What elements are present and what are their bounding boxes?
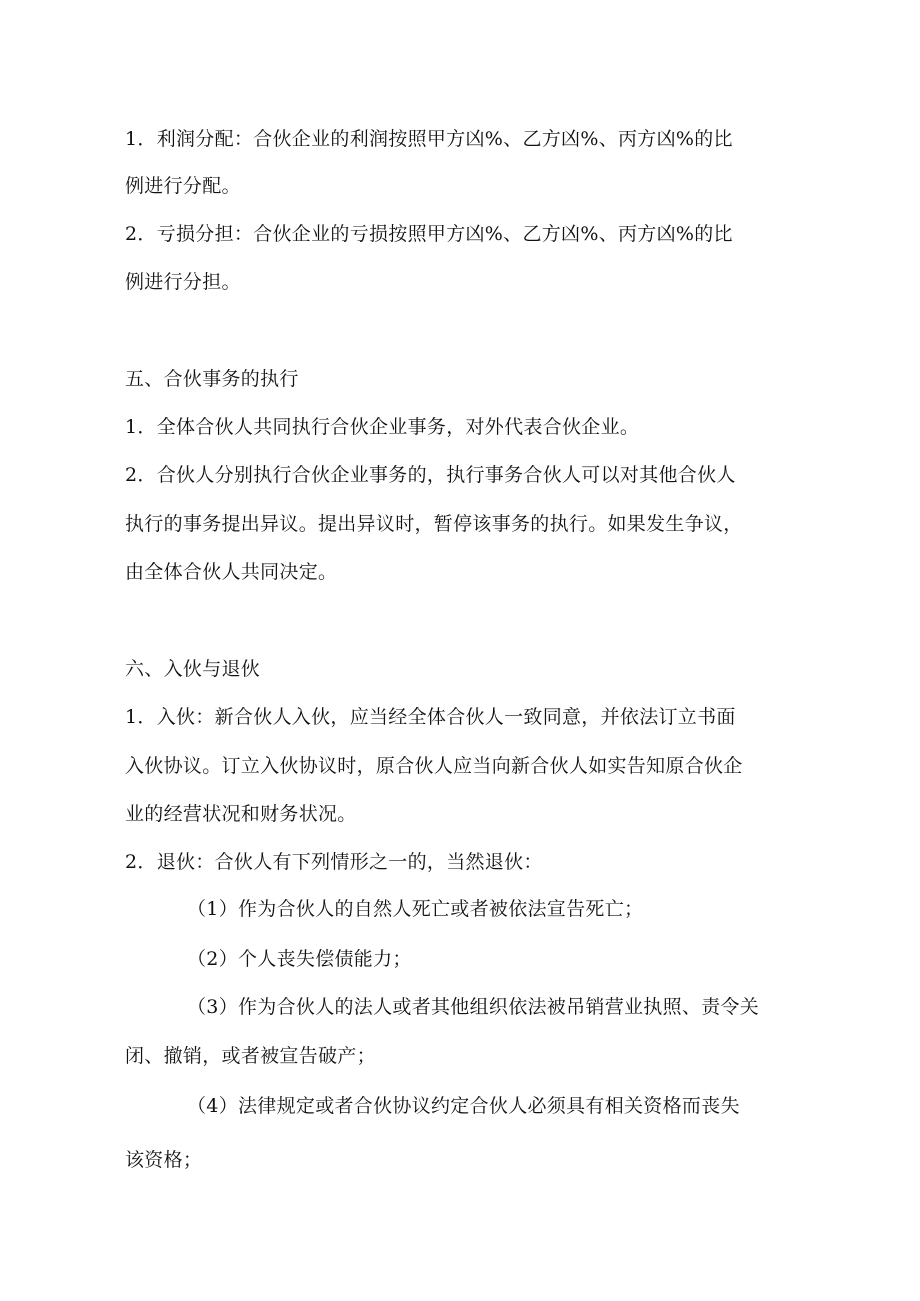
section-heading-partnership-affairs: 五、合伙事务的执行 <box>125 368 299 390</box>
profit-distribution-line-2: 例进行分配。 <box>125 175 241 197</box>
affairs-item-2-line-2: 执行的事务提出异议。提出异议时，暂停该事务的执行。如果发生争议， <box>125 513 743 535</box>
withdrawal-case-1: （1）作为合伙人的自然人死亡或者被依法宣告死亡； <box>187 898 644 920</box>
loss-sharing-line-2: 例进行分担。 <box>125 271 241 293</box>
withdrawal-case-2: （2）个人丧失偿债能力； <box>187 948 412 970</box>
affairs-item-1: 1．全体合伙人共同执行合伙企业事务，对外代表合伙企业。 <box>125 416 640 438</box>
admission-line-2: 入伙协议。订立入伙协议时，原合伙人应当向新合伙人如实告知原合伙企 <box>125 755 743 777</box>
withdrawal-line: 2．退伙：合伙人有下列情形之一的，当然退伙： <box>125 851 543 873</box>
withdrawal-case-4-line-1: （4）法律规定或者合伙协议约定合伙人必须具有相关资格而丧失 <box>187 1095 740 1117</box>
withdrawal-case-3-line-1: （3）作为合伙人的法人或者其他组织依法被吊销营业执照、责令关 <box>187 996 760 1018</box>
affairs-item-2-line-3: 由全体合伙人共同决定。 <box>125 561 338 583</box>
loss-sharing-line-1: 2．亏损分担：合伙企业的亏损按照甲方凶%、乙方凶%、丙方凶%的比 <box>125 223 733 245</box>
section-heading-admission-withdrawal: 六、入伙与退伙 <box>125 658 261 680</box>
withdrawal-case-3-line-2: 闭、撤销，或者被宣告破产； <box>125 1045 376 1067</box>
admission-line-3: 业的经营状况和财务状况。 <box>125 803 357 825</box>
withdrawal-case-4-line-2: 该资格； <box>125 1149 203 1171</box>
admission-line-1: 1．入伙：新合伙人入伙，应当经全体合伙人一致同意，并依法订立书面 <box>125 706 736 728</box>
profit-distribution-line-1: 1．利润分配：合伙企业的利润按照甲方凶%、乙方凶%、丙方凶%的比 <box>125 128 733 150</box>
affairs-item-2-line-1: 2．合伙人分别执行合伙企业事务的，执行事务合伙人可以对其他合伙人 <box>125 464 736 486</box>
